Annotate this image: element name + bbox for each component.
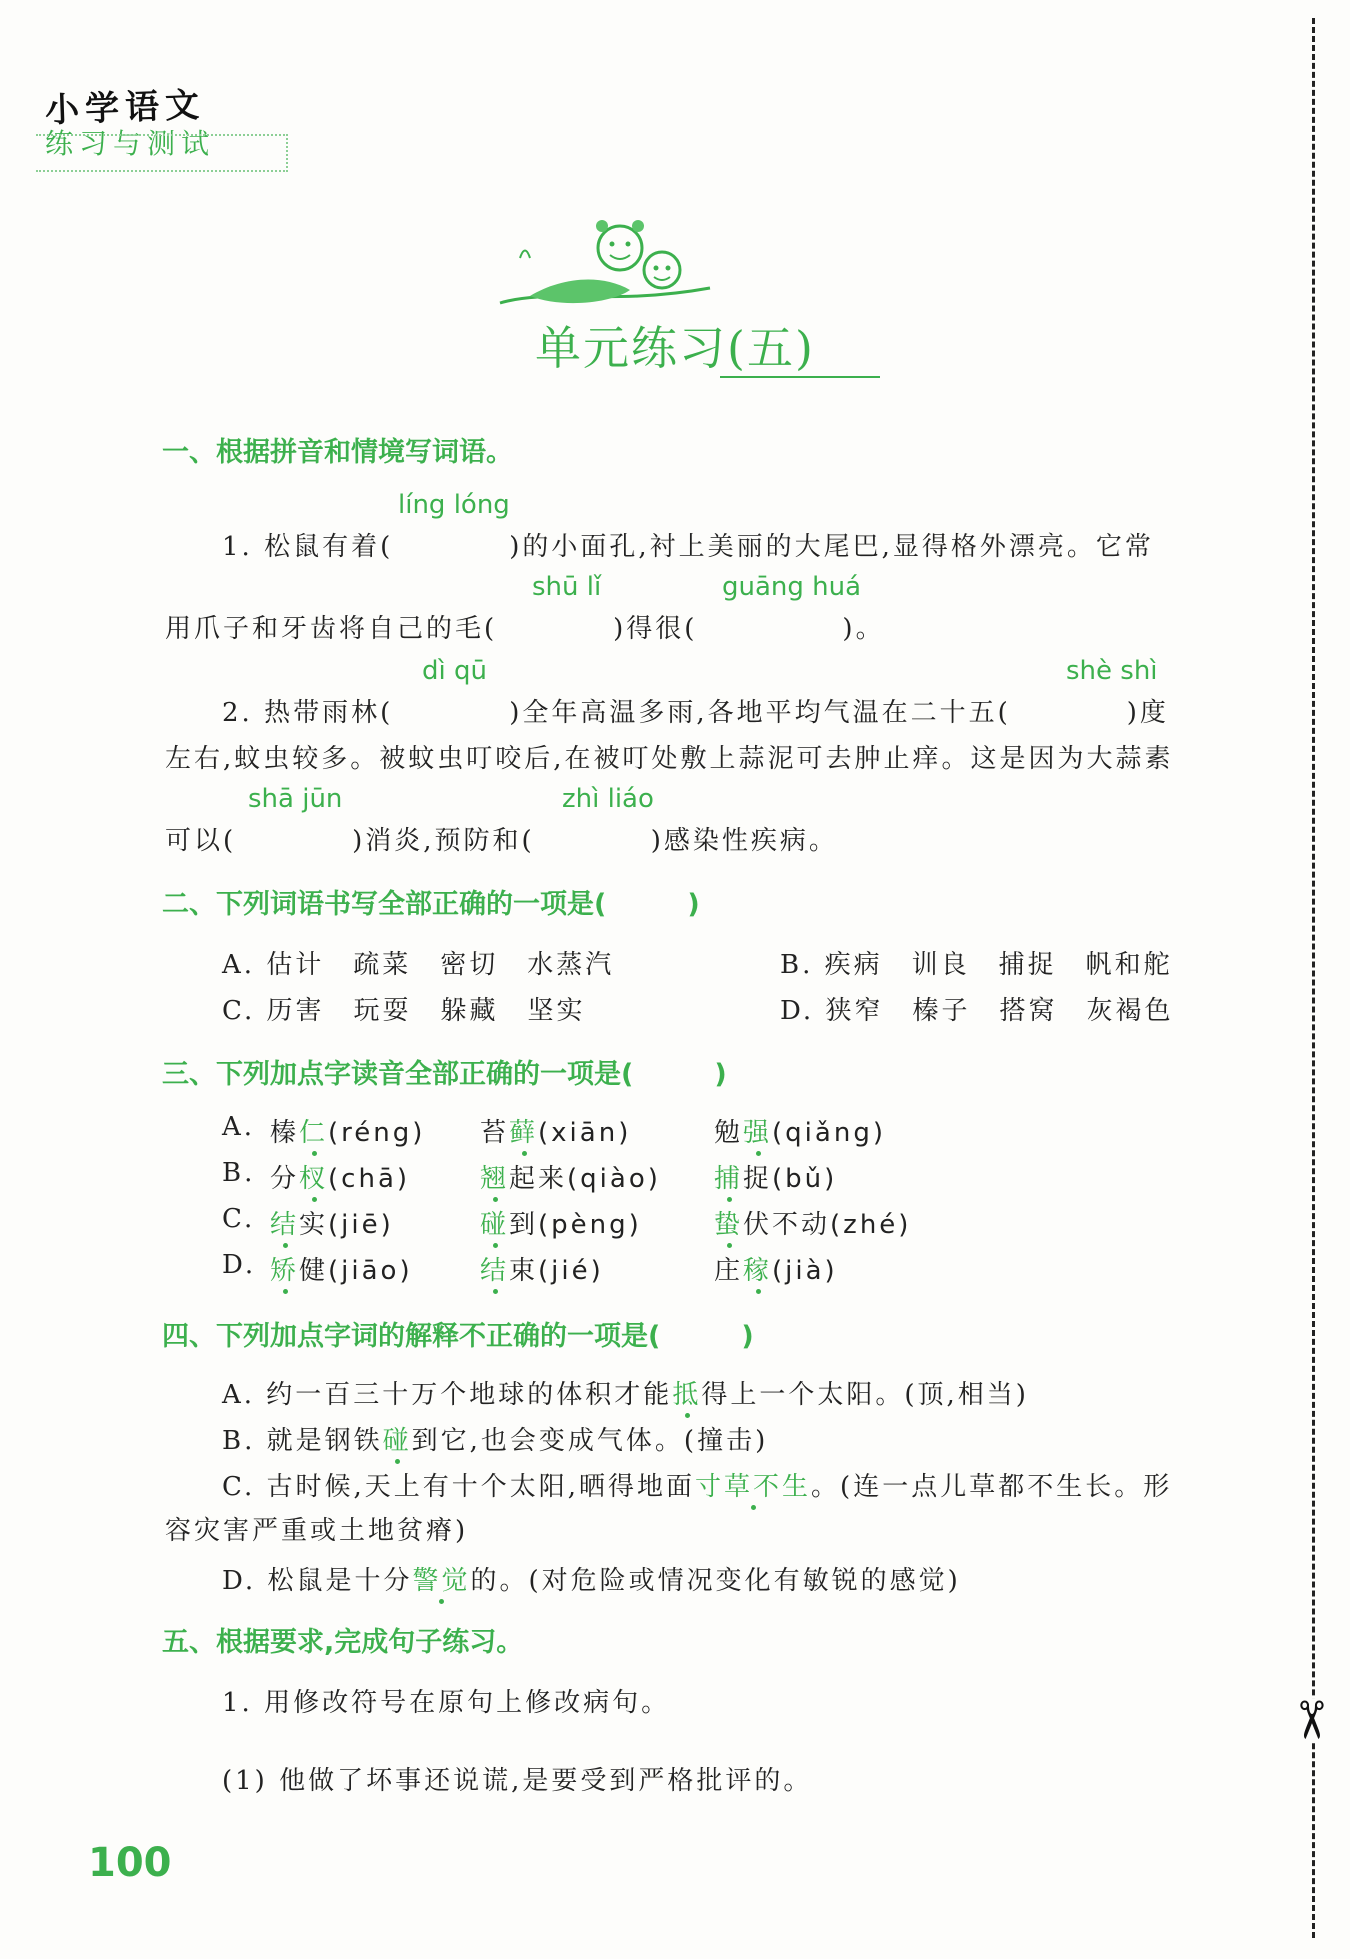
- q2-line3: 可以( )消炎,预防和( )感染性疾病。: [165, 826, 838, 856]
- brand-title: 小学语文: [44, 85, 206, 131]
- q2-line2: 左右,蚊虫较多。被蚊虫叮咬后,在被叮处敷上蒜泥可去肿止痒。这是因为大蒜素: [165, 744, 1174, 774]
- pinyin-reading: (xiān): [538, 1118, 632, 1148]
- section5-heading: 五、根据要求,完成句子练习。: [162, 1627, 524, 1658]
- pinyin-reading: (qiǎng): [772, 1118, 886, 1148]
- dotted-char: 杈: [299, 1164, 329, 1194]
- dotted-char: 捕: [714, 1164, 744, 1194]
- pinyin-reading: (bǔ): [772, 1164, 838, 1194]
- section4-option-c: [222, 1466, 1172, 1503]
- scissors-icon: ✂: [1279, 1698, 1340, 1742]
- pinyin-reading: (jié): [538, 1256, 604, 1286]
- section4-option-d: [222, 1560, 961, 1597]
- section3-row-a: [222, 1112, 886, 1148]
- section2-heading: 二、下列词语书写全部正确的一项是( ): [162, 889, 700, 920]
- brand-subtitle: 练习与测试: [45, 127, 216, 160]
- row-label: A.: [222, 1112, 256, 1142]
- dotted-char: 碰: [382, 1426, 412, 1456]
- plain-char: 到: [509, 1210, 539, 1240]
- section2-option-a: A. 估计 疏菜 密切 水蒸汽: [222, 950, 615, 980]
- brand-frame: [36, 134, 288, 172]
- plain-char: 勉: [714, 1118, 744, 1148]
- option-text: 。(连一点儿草都不生长。形: [811, 1472, 1173, 1502]
- pinyin-shuli: shū lǐ: [532, 572, 602, 602]
- section3-row-b: [222, 1158, 838, 1194]
- pinyin-reading: (zhé): [830, 1210, 912, 1240]
- q1-line2: 用爪子和牙齿将自己的毛( )得很( )。: [165, 614, 885, 644]
- row-label: D.: [222, 1250, 257, 1280]
- pinyin-reading: (chā): [328, 1164, 411, 1194]
- pinyin-diqu: dì qū: [422, 656, 487, 686]
- section2-option-b: B. 疾病 训良 捕捉 帆和舵: [780, 950, 1173, 980]
- page-number: 100: [88, 1840, 172, 1886]
- section4-option-a: [222, 1374, 1029, 1411]
- section3-row-d: [222, 1250, 838, 1286]
- option-text: 的。(对危险或情况变化有敏锐的感觉): [470, 1566, 961, 1596]
- cut-line: [1312, 18, 1315, 1938]
- plain-char: 榛: [270, 1118, 300, 1148]
- pinyin-sheshi: shè shì: [1066, 656, 1158, 686]
- section2-option-c: C. 历害 玩耍 躲藏 坚实: [222, 996, 586, 1026]
- plain-char: 捉: [743, 1164, 773, 1194]
- dotted-char: 仁: [299, 1118, 329, 1148]
- dotted-char: 警觉: [412, 1566, 471, 1596]
- dotted-char: 蛰: [714, 1210, 744, 1240]
- plain-char: 伏不动: [743, 1210, 831, 1240]
- pinyin-shajun: shā jūn: [248, 784, 343, 814]
- page-title: 单元练习(五): [535, 321, 815, 375]
- option-text: 得上一个太阳。(顶,相当): [701, 1380, 1029, 1410]
- row-label: B.: [222, 1158, 256, 1188]
- option-text: 到它,也会变成气体。(撞击): [411, 1426, 769, 1456]
- plain-char: 健: [299, 1256, 329, 1286]
- option-text: C. 古时候,天上有十个太阳,晒得地面: [222, 1472, 696, 1502]
- section3-heading: 三、下列加点字读音全部正确的一项是( ): [162, 1059, 727, 1090]
- section5-item1-1: (1) 他做了坏事还说谎,是要受到严格批评的。: [222, 1766, 813, 1796]
- section5-item1: 1. 用修改符号在原句上修改病句。: [222, 1688, 671, 1718]
- pinyin-reading: (jiē): [328, 1210, 394, 1240]
- section4-option-b: [222, 1420, 768, 1457]
- dotted-char: 强: [743, 1118, 773, 1148]
- section2-option-d: D. 狭窄 榛子 搭窝 灰褐色: [780, 996, 1174, 1026]
- pinyin-reading: (qiào): [567, 1164, 661, 1194]
- section3-row-c: [222, 1204, 912, 1240]
- pinyin-reading: (jiāo): [328, 1256, 413, 1286]
- title-underline: [720, 376, 880, 378]
- dotted-char: 矫: [270, 1256, 300, 1286]
- pinyin-reading: (réng): [328, 1118, 426, 1148]
- dotted-char: 翘: [480, 1164, 510, 1194]
- section1-heading: 一、根据拼音和情境写词语。: [162, 437, 513, 468]
- plain-char: 苔: [480, 1118, 510, 1148]
- pinyin-linglong: líng lóng: [398, 490, 510, 520]
- dotted-char: 抵: [672, 1380, 702, 1410]
- dotted-char: 稼: [743, 1256, 773, 1286]
- pinyin-reading: (jià): [772, 1256, 838, 1286]
- dotted-char: 碰: [480, 1210, 510, 1240]
- plain-char: 束: [509, 1256, 539, 1286]
- section4-heading: 四、下列加点字词的解释不正确的一项是( ): [162, 1321, 754, 1352]
- q1-line1: 1. 松鼠有着( )的小面孔,衬上美丽的大尾巴,显得格外漂亮。它常: [222, 532, 1154, 562]
- option-text: B. 就是钢铁: [222, 1426, 383, 1456]
- plain-char: 实: [299, 1210, 329, 1240]
- option-text: A. 约一百三十万个地球的体积才能: [222, 1380, 673, 1410]
- q2-line1: 2. 热带雨林( )全年高温多雨,各地平均气温在二十五( )度: [222, 698, 1169, 728]
- dotted-char: 藓: [509, 1118, 539, 1148]
- dotted-char: 寸草不生: [695, 1472, 812, 1502]
- row-label: C.: [222, 1204, 256, 1234]
- plain-char: 庄: [714, 1256, 744, 1286]
- plain-char: 分: [270, 1164, 300, 1194]
- section4-option-c-line2: 容灾害严重或土地贫瘠): [165, 1516, 469, 1546]
- dotted-char: 结: [480, 1256, 510, 1286]
- pinyin-guanghua: guāng huá: [722, 572, 862, 602]
- plain-char: 起来: [509, 1164, 568, 1194]
- pinyin-reading: (pèng): [538, 1210, 642, 1240]
- children-illustration: [490, 218, 720, 318]
- dotted-char: 结: [270, 1210, 300, 1240]
- pinyin-zhiliao: zhì liáo: [562, 784, 654, 814]
- option-text: D. 松鼠是十分: [222, 1566, 413, 1596]
